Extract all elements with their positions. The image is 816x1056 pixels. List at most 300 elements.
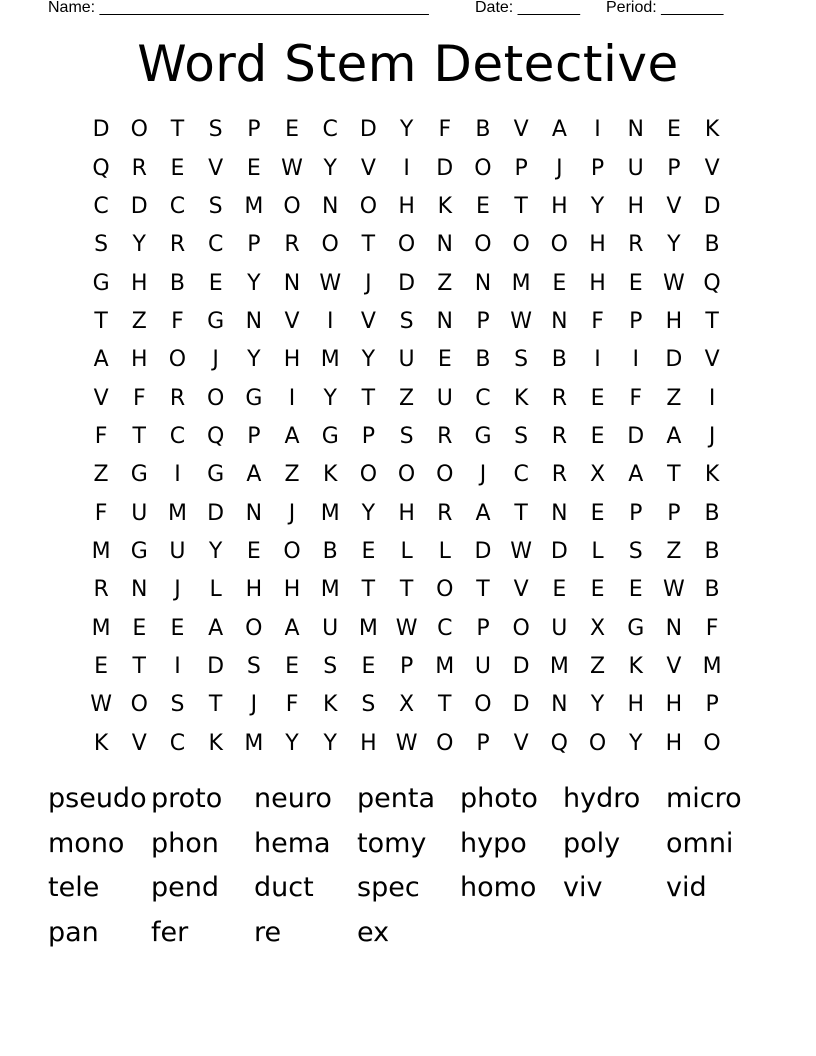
grid-letter[interactable]: K <box>323 692 338 718</box>
grid-letter[interactable]: Y <box>247 347 261 373</box>
grid-letter[interactable]: B <box>322 538 338 564</box>
grid-letter[interactable]: R <box>169 232 186 258</box>
grid-letter[interactable]: O <box>206 385 225 411</box>
grid-letter[interactable]: T <box>667 462 681 488</box>
grid-letter[interactable]: D <box>512 653 530 679</box>
grid-letter[interactable]: O <box>436 577 454 603</box>
grid-letter[interactable]: S <box>246 653 261 679</box>
grid-letter[interactable]: F <box>705 615 719 641</box>
grid-letter[interactable]: I <box>632 347 639 373</box>
grid-letter[interactable]: I <box>594 117 601 143</box>
grid-letter[interactable]: G <box>245 385 263 411</box>
grid-letter[interactable]: A <box>551 117 567 143</box>
header-line <box>48 0 768 20</box>
grid-letter[interactable]: V <box>666 653 682 679</box>
grid-letter[interactable]: D <box>359 117 377 143</box>
grid-letter[interactable]: O <box>474 692 492 718</box>
grid-letter[interactable]: O <box>397 232 416 258</box>
grid-letter[interactable]: Q <box>206 423 225 449</box>
grid-letter[interactable]: D <box>512 692 530 718</box>
grid-letter[interactable]: Z <box>666 538 682 564</box>
grid-letter[interactable]: U <box>398 347 415 373</box>
grid-letter[interactable]: T <box>132 653 146 679</box>
grid-letter[interactable]: W <box>90 692 112 718</box>
grid-letter[interactable]: E <box>170 155 185 181</box>
grid-letter[interactable]: Y <box>361 500 376 526</box>
grid-letter[interactable]: T <box>399 577 414 603</box>
grid-letter[interactable]: W <box>510 538 533 564</box>
grid-letter[interactable]: J <box>174 577 181 603</box>
grid-letter[interactable]: F <box>132 385 146 411</box>
grid-letter[interactable]: N <box>131 577 148 603</box>
grid-letter[interactable]: M <box>358 615 378 641</box>
grid-letter[interactable]: H <box>665 308 683 334</box>
grid-letter[interactable]: P <box>247 423 261 449</box>
grid-letter[interactable]: Y <box>628 730 643 756</box>
grid-letter[interactable]: E <box>552 270 567 296</box>
grid-letter[interactable]: R <box>169 385 186 411</box>
grid-letter[interactable]: R <box>628 232 644 258</box>
grid-letter[interactable]: P <box>705 692 719 718</box>
grid-letter[interactable]: S <box>399 308 414 334</box>
grid-letter[interactable]: E <box>132 615 147 641</box>
grid-letter[interactable]: Z <box>437 270 453 296</box>
grid-letter[interactable]: V <box>284 308 300 334</box>
grid-letter[interactable]: Z <box>666 385 682 411</box>
grid-letter[interactable]: O <box>321 232 339 258</box>
grid-letter[interactable]: D <box>92 117 110 143</box>
grid-letter[interactable]: O <box>474 155 492 181</box>
grid-letter[interactable]: K <box>704 117 720 143</box>
grid-letter[interactable]: I <box>594 347 601 373</box>
grid-letter[interactable]: D <box>627 423 645 449</box>
word-search-grid <box>82 111 731 763</box>
grid-letter[interactable]: T <box>514 500 528 526</box>
grid-letter[interactable]: S <box>208 193 223 219</box>
grid-letter[interactable]: Y <box>590 193 605 219</box>
grid-letter[interactable]: G <box>321 423 339 449</box>
grid-letter[interactable]: E <box>94 653 109 679</box>
grid-letter[interactable]: R <box>551 385 567 411</box>
grid-letter[interactable]: S <box>514 423 529 449</box>
grid-letter[interactable]: P <box>476 730 490 756</box>
grid-letter[interactable]: K <box>513 385 529 411</box>
grid-letter[interactable]: H <box>589 232 606 258</box>
grid-letter[interactable]: U <box>169 538 186 564</box>
grid-letter[interactable]: Y <box>323 385 337 411</box>
grid-letter[interactable]: A <box>628 462 644 488</box>
grid-letter[interactable]: Q <box>92 155 110 181</box>
grid-letter[interactable]: N <box>551 500 568 526</box>
grid-letter[interactable]: J <box>288 500 296 526</box>
grid-letter[interactable]: D <box>130 193 148 219</box>
grid-letter[interactable]: L <box>209 577 222 603</box>
grid-letter[interactable]: N <box>245 308 263 334</box>
grid-letter[interactable]: C <box>207 232 224 258</box>
grid-letter[interactable]: R <box>437 500 453 526</box>
grid-letter[interactable]: T <box>514 193 528 219</box>
grid-letter[interactable]: Z <box>131 308 147 334</box>
word-bank-item: fer <box>151 917 189 949</box>
grid-letter[interactable]: A <box>246 462 262 488</box>
grid-letter[interactable]: H <box>245 577 263 603</box>
grid-letter[interactable]: O <box>512 232 530 258</box>
grid-letter[interactable]: Y <box>208 538 223 564</box>
grid-letter[interactable]: H <box>398 193 415 219</box>
grid-letter[interactable]: D <box>703 193 721 219</box>
grid-letter[interactable]: V <box>208 155 224 181</box>
grid-letter[interactable]: E <box>666 117 681 143</box>
grid-letter[interactable]: E <box>590 500 605 526</box>
grid-letter[interactable]: F <box>438 117 452 143</box>
grid-letter[interactable]: V <box>513 117 529 143</box>
grid-letter[interactable]: Y <box>361 347 376 373</box>
word-bank-item: photo <box>460 783 538 814</box>
grid-letter[interactable]: P <box>476 308 490 334</box>
grid-letter[interactable]: C <box>169 423 186 449</box>
grid-letter[interactable]: B <box>704 500 720 526</box>
grid-letter[interactable]: O <box>168 347 187 373</box>
grid-letter[interactable]: U <box>551 615 568 641</box>
word-bank-item: viv <box>563 872 603 904</box>
grid-letter[interactable]: A <box>93 347 109 373</box>
grid-letter[interactable]: R <box>551 423 567 449</box>
grid-letter[interactable]: W <box>281 155 303 181</box>
grid-letter[interactable]: T <box>476 577 490 603</box>
grid-letter[interactable]: G <box>627 615 645 641</box>
date-field[interactable]: Date: _______ <box>475 0 580 16</box>
grid-letter[interactable]: J <box>250 692 258 718</box>
grid-letter[interactable]: Y <box>132 232 146 258</box>
grid-letter[interactable]: D <box>474 538 492 564</box>
grid-letter[interactable]: M <box>320 500 340 526</box>
grid-letter[interactable]: E <box>246 538 261 564</box>
grid-letter[interactable]: O <box>588 730 607 756</box>
grid-letter[interactable]: N <box>245 500 263 526</box>
grid-letter[interactable]: A <box>284 423 300 449</box>
grid-letter[interactable]: H <box>551 193 568 219</box>
grid-letter[interactable]: N <box>551 308 568 334</box>
grid-letter[interactable]: G <box>92 270 110 296</box>
grid-letter[interactable]: Z <box>284 462 300 488</box>
grid-letter[interactable]: R <box>551 462 567 488</box>
grid-letter[interactable]: P <box>476 615 490 641</box>
grid-letter[interactable]: D <box>550 538 568 564</box>
word-bank-item: hema <box>254 827 331 859</box>
grid-letter[interactable]: K <box>93 730 109 756</box>
grid-letter[interactable]: E <box>552 577 567 603</box>
grid-letter[interactable]: U <box>627 155 644 181</box>
grid-letter[interactable]: I <box>288 385 296 411</box>
grid-letter[interactable]: M <box>511 270 531 296</box>
grid-letter[interactable]: L <box>591 538 604 564</box>
grid-letter[interactable]: Z <box>399 385 415 411</box>
grid-letter[interactable]: R <box>131 155 147 181</box>
grid-letter[interactable]: E <box>476 193 490 219</box>
grid-letter[interactable]: M <box>244 193 264 219</box>
grid-letter[interactable]: E <box>628 270 643 296</box>
grid-letter[interactable]: T <box>208 692 223 718</box>
grid-letter[interactable]: O <box>474 232 492 258</box>
grid-letter[interactable]: V <box>513 730 529 756</box>
grid-letter[interactable]: O <box>283 538 301 564</box>
grid-letter[interactable]: E <box>590 577 605 603</box>
grid-letter[interactable]: F <box>591 308 604 334</box>
grid-letter[interactable]: E <box>590 385 605 411</box>
grid-letter[interactable]: N <box>474 270 492 296</box>
grid-letter[interactable]: F <box>629 385 643 411</box>
grid-letter[interactable]: C <box>513 462 529 488</box>
grid-letter[interactable]: P <box>247 232 261 258</box>
grid-letter[interactable]: N <box>283 270 301 296</box>
grid-letter[interactable]: R <box>284 232 300 258</box>
grid-letter[interactable]: T <box>438 692 452 718</box>
grid-letter[interactable]: C <box>475 385 491 411</box>
grid-letter[interactable]: A <box>284 615 300 641</box>
grid-letter[interactable]: T <box>361 385 376 411</box>
grid-letter[interactable]: E <box>590 423 605 449</box>
grid-letter[interactable]: Q <box>550 730 568 756</box>
grid-letter[interactable]: J <box>365 270 372 296</box>
period-field[interactable]: Period: _______ <box>606 0 724 16</box>
grid-letter[interactable]: V <box>666 193 682 219</box>
grid-letter[interactable]: M <box>91 538 111 564</box>
grid-letter[interactable]: Y <box>590 692 605 718</box>
grid-letter[interactable]: V <box>93 385 109 411</box>
grid-letter[interactable]: B <box>169 270 186 296</box>
grid-letter[interactable]: M <box>435 653 455 679</box>
grid-letter[interactable]: J <box>212 347 219 373</box>
grid-letter[interactable]: I <box>174 653 181 679</box>
grid-letter[interactable]: Y <box>247 270 261 296</box>
grid-letter[interactable]: C <box>169 193 186 219</box>
grid-letter[interactable]: E <box>208 270 223 296</box>
grid-letter[interactable]: O <box>245 615 263 641</box>
grid-letter[interactable]: U <box>131 500 148 526</box>
grid-letter[interactable]: O <box>436 730 454 756</box>
grid-letter[interactable]: E <box>628 577 643 603</box>
grid-letter[interactable]: C <box>93 193 109 219</box>
grid-letter[interactable]: I <box>708 385 716 411</box>
grid-letter[interactable]: N <box>436 308 454 334</box>
grid-letter[interactable]: H <box>589 270 606 296</box>
grid-letter[interactable]: C <box>322 117 338 143</box>
grid-letter[interactable]: V <box>360 155 376 181</box>
grid-letter[interactable]: O <box>359 462 378 488</box>
grid-letter[interactable]: M <box>91 615 111 641</box>
grid-letter[interactable]: O <box>130 692 148 718</box>
grid-letter[interactable]: B <box>704 232 720 258</box>
grid-letter[interactable]: V <box>704 155 720 181</box>
grid-letter[interactable]: W <box>395 615 418 641</box>
grid-letter[interactable]: D <box>665 347 683 373</box>
grid-letter[interactable]: H <box>283 347 301 373</box>
grid-letter[interactable]: S <box>94 232 109 258</box>
grid-letter[interactable]: M <box>320 577 340 603</box>
grid-letter[interactable]: X <box>589 615 606 641</box>
name-field[interactable]: Name: _____________________________________ <box>48 0 429 16</box>
grid-letter[interactable]: F <box>285 692 299 718</box>
grid-letter[interactable]: Y <box>323 730 337 756</box>
grid-letter[interactable]: E <box>437 347 452 373</box>
grid-letter[interactable]: M <box>320 347 340 373</box>
grid-letter[interactable]: L <box>438 538 451 564</box>
grid-letter[interactable]: E <box>285 117 299 143</box>
grid-letter[interactable]: G <box>207 462 225 488</box>
grid-letter[interactable]: E <box>285 653 299 679</box>
grid-letter[interactable]: F <box>171 308 184 334</box>
grid-letter[interactable]: U <box>322 615 339 641</box>
grid-letter[interactable]: T <box>705 308 719 334</box>
grid-letter[interactable]: P <box>247 117 261 143</box>
grid-letter[interactable]: T <box>132 423 146 449</box>
grid-letter[interactable]: L <box>400 538 413 564</box>
grid-letter[interactable]: T <box>361 232 376 258</box>
grid-letter[interactable]: H <box>665 730 683 756</box>
grid-letter[interactable]: P <box>629 308 643 334</box>
grid-letter[interactable]: B <box>475 117 491 143</box>
grid-letter[interactable]: D <box>436 155 454 181</box>
grid-letter[interactable]: H <box>360 730 377 756</box>
grid-letter[interactable]: R <box>93 577 109 603</box>
grid-letter[interactable]: P <box>629 500 643 526</box>
grid-letter[interactable]: N <box>321 193 339 219</box>
grid-letter[interactable]: W <box>663 577 685 603</box>
grid-letter[interactable]: T <box>170 117 185 143</box>
grid-letter[interactable]: M <box>702 653 722 679</box>
grid-letter[interactable]: S <box>628 538 643 564</box>
grid-letter[interactable]: W <box>510 308 533 334</box>
grid-letter[interactable]: H <box>283 577 301 603</box>
grid-letter[interactable]: O <box>703 730 721 756</box>
grid-letter[interactable]: P <box>590 155 605 181</box>
grid-letter[interactable]: N <box>436 232 454 258</box>
grid-letter[interactable]: K <box>323 462 338 488</box>
grid-letter[interactable]: H <box>665 692 683 718</box>
grid-letter[interactable]: Y <box>285 730 299 756</box>
grid-letter[interactable]: I <box>326 308 334 334</box>
grid-letter[interactable]: S <box>361 692 376 718</box>
grid-letter[interactable]: J <box>556 155 563 181</box>
grid-letter[interactable]: A <box>208 615 224 641</box>
grid-letter[interactable]: Z <box>589 653 606 679</box>
grid-letter[interactable]: B <box>551 347 567 373</box>
grid-letter[interactable]: Q <box>703 270 721 296</box>
grid-letter[interactable]: O <box>512 615 530 641</box>
grid-letter[interactable]: M <box>549 653 569 679</box>
grid-letter[interactable]: E <box>361 538 376 564</box>
grid-letter[interactable]: B <box>704 538 720 564</box>
grid-letter[interactable]: S <box>514 347 529 373</box>
grid-letter[interactable]: E <box>361 653 376 679</box>
grid-letter[interactable]: B <box>704 577 720 603</box>
grid-letter[interactable]: P <box>361 423 376 449</box>
grid-letter[interactable]: N <box>627 117 644 143</box>
grid-letter[interactable]: P <box>667 155 681 181</box>
grid-letter[interactable]: T <box>361 577 376 603</box>
grid-letter[interactable]: D <box>207 500 225 526</box>
grid-letter[interactable]: H <box>131 270 148 296</box>
grid-letter[interactable]: I <box>174 462 181 488</box>
grid-letter[interactable]: O <box>550 232 568 258</box>
grid-letter[interactable]: K <box>208 730 223 756</box>
grid-letter[interactable]: N <box>551 692 568 718</box>
grid-letter[interactable]: V <box>131 730 147 756</box>
grid-letter[interactable]: E <box>246 155 261 181</box>
grid-letter[interactable]: M <box>244 730 264 756</box>
grid-letter[interactable]: D <box>207 653 225 679</box>
grid-letter[interactable]: K <box>628 653 643 679</box>
grid-letter[interactable]: D <box>398 270 416 296</box>
grid-letter[interactable]: X <box>399 692 415 718</box>
grid-letter[interactable]: W <box>663 270 685 296</box>
grid-letter[interactable]: P <box>667 500 681 526</box>
grid-letter[interactable]: H <box>398 500 415 526</box>
grid-letter[interactable]: X <box>589 462 606 488</box>
grid-letter[interactable]: N <box>665 615 683 641</box>
grid-letter[interactable]: W <box>319 270 342 296</box>
grid-letter[interactable]: O <box>130 117 148 143</box>
grid-letter[interactable]: F <box>94 500 108 526</box>
grid-letter[interactable]: A <box>475 500 491 526</box>
grid-letter[interactable]: R <box>437 423 453 449</box>
grid-letter[interactable]: C <box>169 730 186 756</box>
grid-letter[interactable]: G <box>207 308 225 334</box>
grid-letter[interactable]: F <box>94 423 108 449</box>
grid-letter[interactable]: S <box>323 653 338 679</box>
grid-letter[interactable]: G <box>474 423 492 449</box>
grid-letter[interactable]: K <box>704 462 720 488</box>
grid-letter[interactable]: I <box>403 155 410 181</box>
grid-letter[interactable]: P <box>399 653 414 679</box>
grid-letter[interactable]: Y <box>667 232 681 258</box>
word-bank-item: poly <box>563 827 621 859</box>
grid-letter[interactable]: S <box>170 692 185 718</box>
grid-letter[interactable]: U <box>436 385 453 411</box>
grid-letter[interactable]: V <box>704 347 720 373</box>
grid-letter[interactable]: O <box>283 193 301 219</box>
grid-letter[interactable]: S <box>208 117 223 143</box>
grid-letter[interactable]: G <box>130 538 148 564</box>
grid-letter[interactable]: S <box>399 423 414 449</box>
grid-letter[interactable]: E <box>170 615 185 641</box>
grid-letter[interactable]: H <box>627 193 644 219</box>
grid-letter[interactable]: G <box>130 462 148 488</box>
grid-letter[interactable]: Y <box>323 155 337 181</box>
grid-letter[interactable]: J <box>479 462 487 488</box>
grid-letter[interactable]: P <box>514 155 528 181</box>
grid-letter[interactable]: V <box>513 577 529 603</box>
grid-letter[interactable]: C <box>437 615 453 641</box>
grid-letter[interactable]: M <box>167 500 187 526</box>
grid-letter[interactable]: H <box>627 692 644 718</box>
grid-letter[interactable]: W <box>395 730 418 756</box>
grid-letter[interactable]: K <box>437 193 452 219</box>
grid-letter[interactable]: Z <box>93 462 109 488</box>
grid-letter[interactable]: U <box>474 653 492 679</box>
grid-letter[interactable]: V <box>360 308 376 334</box>
grid-letter[interactable]: T <box>94 308 108 334</box>
grid-letter[interactable]: O <box>436 462 454 488</box>
grid-letter[interactable]: A <box>666 423 682 449</box>
grid-letter[interactable]: O <box>359 193 378 219</box>
grid-letter[interactable]: Y <box>399 117 414 143</box>
grid-letter[interactable]: J <box>708 423 716 449</box>
word-bank-item: spec <box>357 872 420 904</box>
grid-letter[interactable]: B <box>475 347 491 373</box>
grid-letter[interactable]: H <box>131 347 148 373</box>
grid-letter[interactable]: O <box>397 462 416 488</box>
